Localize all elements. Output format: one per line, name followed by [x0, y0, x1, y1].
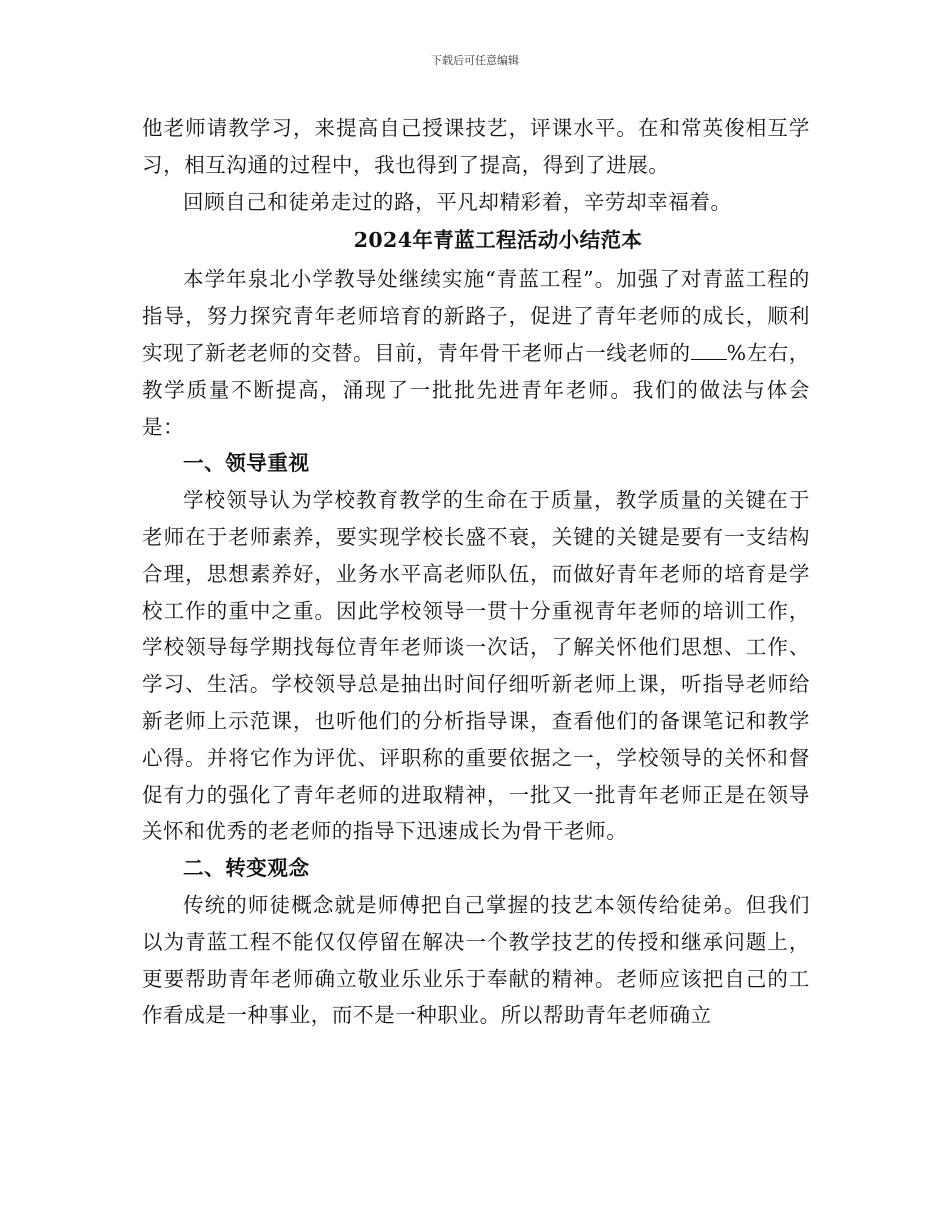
intro-paragraph-1: 他老师请教学习，来提高自己授课技艺，评课水平。在和常英俊相互学习，相互沟通的过程中，我也得到了提高，得到了进展。 [142, 116, 810, 177]
section-body-leadership: 学校领导认为学校教育教学的生命在于质量，教学质量的关键在于老师在于老师素养，要实现学校长盛不衰，关键的关键是要有一支结构合理，思想素养好，业务水平高老师队伍，而做好青年老师的培育是学校工作的重中之重。因此学校领导一贯十分重视青年老师的培训工作，学校领导每学期找每位青年老师谈一次话，了解关怀他们思想、工作、学习、生活。学校领导总是抽出时间仔细听新老师上课，听指导老师给新老师上示范课，也听他们的分析指导课，查看他们的备课笔记和教学心得。并将它作为评优、评职称的重要依据之一，学校领导的关怀和督促有力的强化了青年老师的进取精神，一批又一批青年老师正是在领导关怀和优秀的老老师的指导下迅速成长为骨干老师。 [142, 488, 810, 844]
section-body-concept: 传统的师徒概念就是师傅把自己掌握的技艺本领传给徒弟。但我们以为青蓝工程不能仅仅停留在解决一个教学技艺的传授和继承问题上，更要帮助青年老师确立敬业乐业乐于奉献的精神。老师应该把自己的工作看成是一种事业，而不是一种职业。所以帮助青年老师确立 [142, 892, 810, 1028]
section-heading-concept: 二、转变观念 [183, 856, 310, 881]
section-heading-leadership: 一、领导重视 [183, 451, 310, 476]
opening-text-after-blank: %左右，教学质量不断提高，涌现了一批批先进青年老师。我们的做法与体会是： [142, 340, 810, 439]
document-body [142, 110, 810, 1034]
intro-paragraph-2: 回顾自己和徒弟走过的路，平凡却精彩着，辛劳却幸福着。 [183, 189, 732, 214]
document-title: 2024年青蓝工程活动小结范本 [353, 228, 643, 253]
opening-paragraph [142, 261, 810, 445]
opening-text-before-blank: 本学年泉北小学教导处继续实施“青蓝工程”。加强了对青蓝工程的指导，努力探究青年老师培育的新路子，促进了青年老师的成长，顺利实现了新老老师的交替。目前，青年骨干老师占一线老师的 [142, 267, 810, 365]
page-header: 下载后可任意编辑 [431, 54, 519, 67]
fill-in-blank [691, 341, 727, 360]
